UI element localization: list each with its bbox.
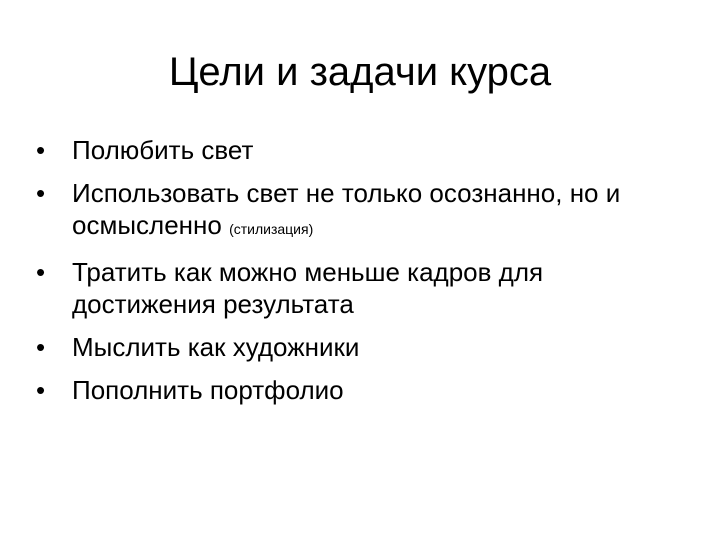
bullet-text: Мыслить как художники: [72, 332, 360, 362]
bullet-icon: •: [36, 375, 46, 405]
bullet-text: Тратить как можно меньше кадров для достижения результата: [72, 257, 544, 319]
bullet-note: (стилизация): [229, 221, 314, 237]
bullet-icon: •: [36, 257, 46, 287]
bullet-icon: •: [36, 332, 46, 362]
bullet-list: [36, 134, 686, 417]
list-item: [36, 374, 686, 406]
bullet-icon: •: [36, 178, 46, 208]
list-item: [36, 134, 686, 166]
bullet-text: Использовать свет не только осознанно, но и осмысленно: [72, 178, 621, 240]
list-item: [36, 256, 686, 320]
slide-title: Цели и задачи курса: [168, 50, 552, 94]
bullet-icon: •: [36, 135, 46, 165]
bullet-text: Пополнить портфолио: [72, 375, 344, 405]
list-item: [36, 331, 686, 363]
bullet-text: Полюбить свет: [72, 135, 254, 165]
list-item: [36, 177, 686, 245]
